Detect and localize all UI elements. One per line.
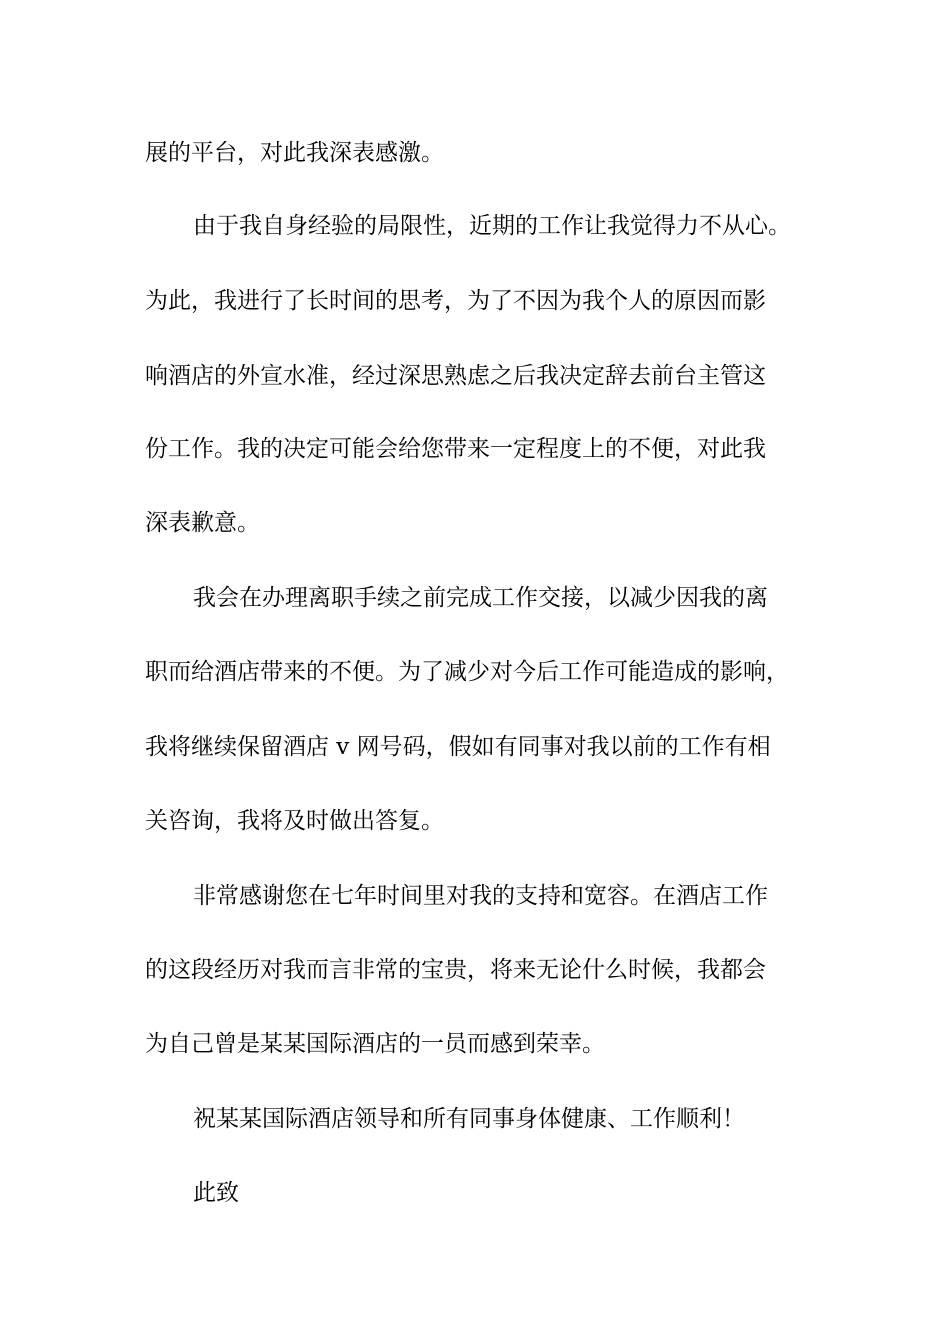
- text-line-14: 祝某某国际酒店领导和所有同事身体健康、工作顺利！: [193, 1106, 745, 1132]
- text-line-11: 非常感谢您在七年时间里对我的支持和宽容。在酒店工作: [193, 883, 768, 909]
- text-line-2: 由于我自身经验的局限性，近期的工作让我觉得力不从心。: [193, 213, 791, 239]
- text-line-3: 为此，我进行了长时间的思考，为了不因为我个人的原因而影: [145, 288, 766, 314]
- text-line-9: 我将继续保留酒店 v 网号码，假如有同事对我以前的工作有相: [145, 734, 771, 760]
- text-line-4: 响酒店的外宣水准，经过深思熟虑之后我决定辞去前台主管这: [145, 363, 766, 389]
- text-line-5: 份工作。我的决定可能会给您带来一定程度上的不便，对此我: [145, 436, 766, 462]
- text-line-7: 我会在办理离职手续之前完成工作交接，以减少因我的离: [193, 585, 768, 611]
- text-line-10: 关咨询，我将及时做出答复。: [145, 808, 444, 834]
- text-line-8: 职而给酒店带来的不便。为了减少对今后工作可能造成的影响，: [145, 659, 789, 685]
- text-line-15: 此致: [193, 1180, 239, 1206]
- text-line-12: 的这段经历对我而言非常的宝贵，将来无论什么时候，我都会: [145, 957, 766, 983]
- text-line-13: 为自己曾是某某国际酒店的一员而感到荣幸。: [145, 1031, 605, 1057]
- text-line-6: 深表歉意。: [145, 510, 260, 536]
- text-line-1: 展的平台，对此我深表感激。: [145, 140, 444, 166]
